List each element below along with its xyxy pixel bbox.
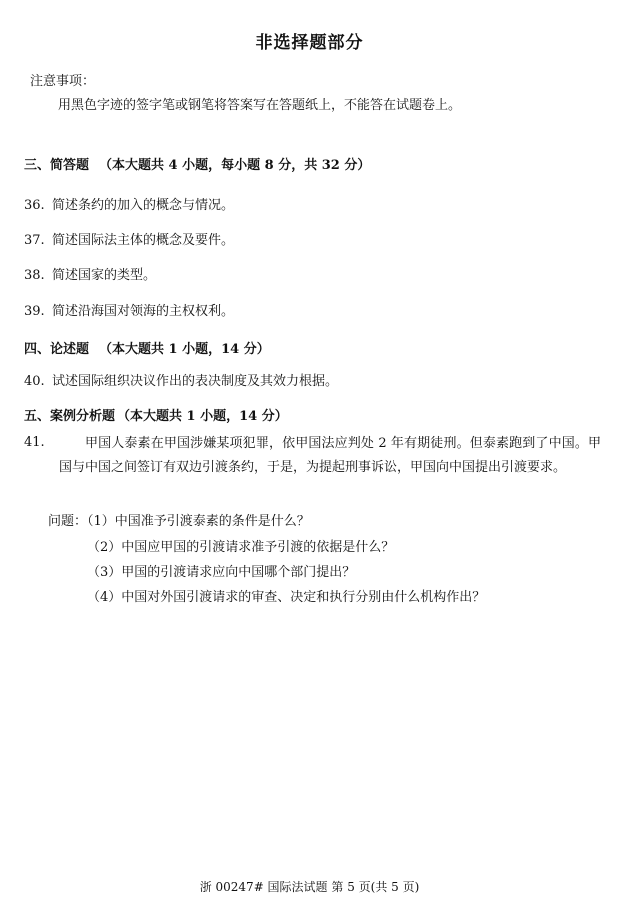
question-38 bbox=[24, 264, 156, 283]
question-number: 38. bbox=[24, 268, 45, 283]
page-footer: 浙 00247# 国际法试题 第 5 页(共 5 页) bbox=[199, 880, 420, 894]
section-subtitle: （本大题共 1 小题，14 分） bbox=[99, 342, 270, 357]
question-number: 39. bbox=[24, 304, 45, 319]
question-text: 简述沿海国对领海的主权权利。 bbox=[52, 304, 235, 319]
notice-text: 用黑色字迹的签字笔或钢笔将答案写在答题纸上，不能答在试题卷上。 bbox=[58, 98, 462, 113]
section-title: 三、简答题 bbox=[24, 158, 90, 173]
ask-label: 问题： bbox=[48, 514, 88, 529]
section-heading-short-answer bbox=[24, 154, 370, 173]
question-36 bbox=[24, 194, 234, 213]
question-40 bbox=[24, 370, 338, 389]
question-37 bbox=[24, 229, 234, 248]
case-description: 甲国人泰素在甲国涉嫌某项犯罪，依甲国法应判处 2 年有期徒刑。但泰素跑到了中国。甲国与中国之间签订有双边引渡条约，于是，为提起刑事诉讼，甲国向中国提出引渡要求。 bbox=[59, 436, 601, 475]
page-title: 非选择题部分 bbox=[255, 33, 364, 53]
question-39 bbox=[24, 300, 234, 319]
section-heading-essay bbox=[24, 338, 270, 357]
question-number: 40. bbox=[24, 374, 45, 389]
section-subtitle: （本大题共 1 小题，14 分） bbox=[117, 409, 288, 424]
section-title: 四、论述题 bbox=[24, 342, 90, 357]
question-text: 简述国际法主体的概念及要件。 bbox=[52, 233, 235, 248]
section-subtitle: （本大题共 4 小题，每小题 8 分，共 32 分） bbox=[99, 158, 371, 173]
notice-label: 注意事项： bbox=[30, 74, 96, 89]
section-title: 五、案例分析题 bbox=[24, 409, 116, 424]
case-question-1 bbox=[48, 510, 310, 529]
case-question-2: （2）中国应甲国的引渡请求准予引渡的依据是什么？ bbox=[87, 540, 395, 555]
case-question-3: （3）甲国的引渡请求应向中国哪个部门提出？ bbox=[87, 565, 356, 580]
question-number: 37. bbox=[24, 233, 45, 248]
question-text: 简述条约的加入的概念与情况。 bbox=[52, 198, 235, 213]
ask-text: （1）中国准予引渡泰素的条件是什么？ bbox=[87, 514, 310, 529]
section-heading-case-analysis bbox=[24, 405, 288, 424]
question-number: 36. bbox=[24, 198, 45, 213]
question-41-number: 41. bbox=[24, 435, 45, 450]
case-question-4: （4）中国对外国引渡请求的审查、决定和执行分别由什么机构作出？ bbox=[87, 590, 486, 605]
question-text: 试述国际组织决议作出的表决制度及其效力根据。 bbox=[52, 374, 339, 389]
question-text: 简述国家的类型。 bbox=[52, 268, 157, 283]
